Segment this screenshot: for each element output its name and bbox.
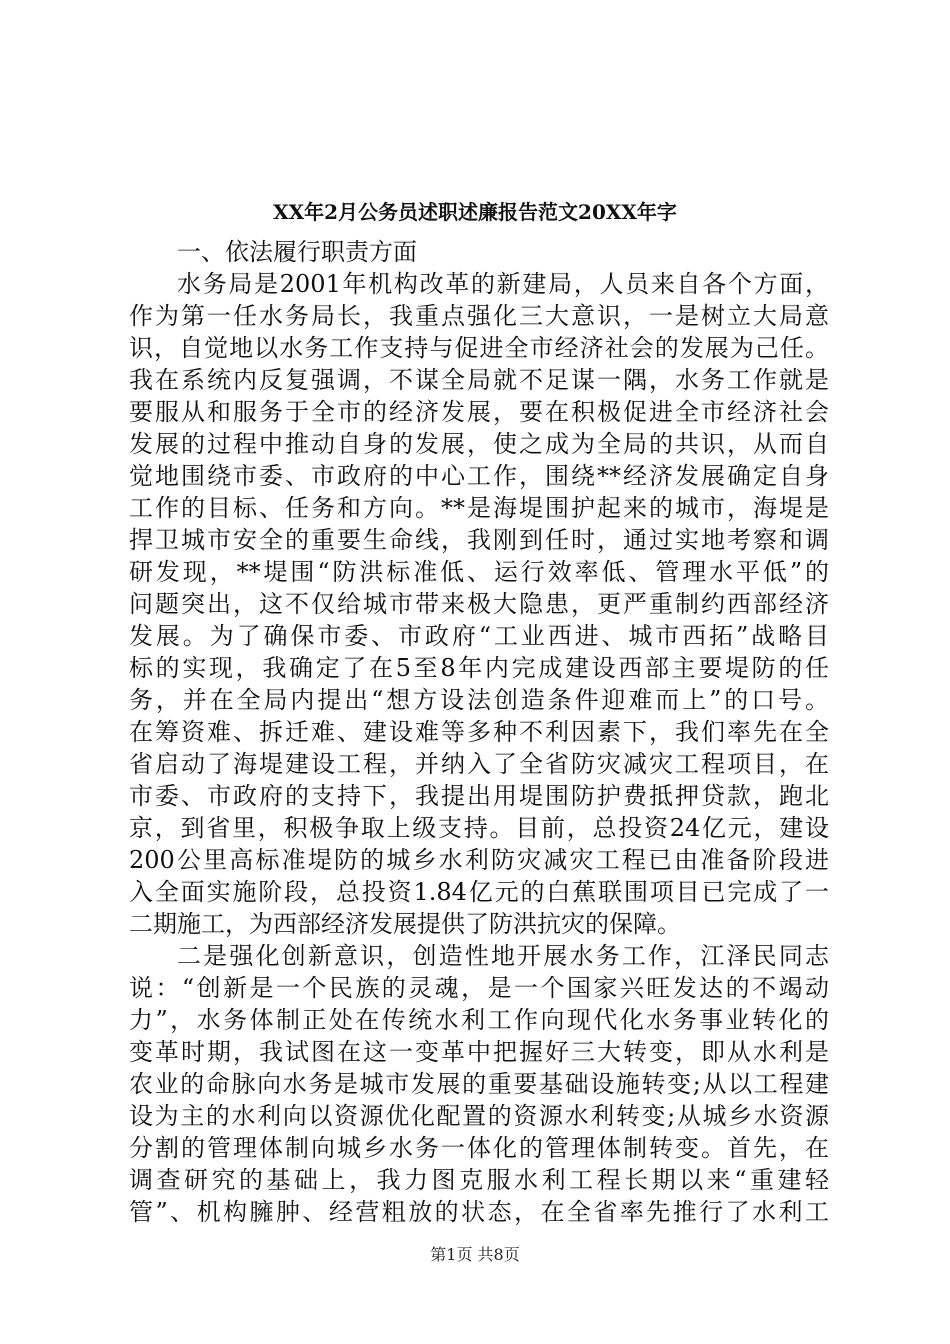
paragraph-line: 一、依法履行职责方面 (177, 238, 417, 266)
paragraph-line: 二期施工，为西部经济发展提供了防洪抗灾的保障。 (129, 910, 681, 938)
paragraph-line: 发展的过程中推动自身的发展，使之成为全局的共识，从而自 (129, 430, 829, 458)
paragraph-line: 200公里高标准堤防的城乡水利防灾减灾工程已由准备阶段进 (129, 846, 829, 874)
paragraph-line: 变革时期，我试图在这一变革中把握好三大转变，即从水利是 (129, 1038, 829, 1066)
paragraph-line: 设为主的水利向以资源优化配置的资源水利转变;从城乡水资源 (129, 1102, 829, 1130)
paragraph-line: 调查研究的基础上，我力图克服水利工程长期以来“重建轻 (129, 1166, 829, 1194)
paragraph-line: 识，自觉地以水务工作支持与促进全市经济社会的发展为己任。 (129, 334, 829, 362)
paragraph-line: 京，到省里，积极争取上级支持。目前，总投资24亿元，建设 (129, 814, 829, 842)
paragraph-line: 我在系统内反复强调，不谋全局就不足谋一隅，水务工作就是 (129, 366, 829, 394)
paragraph-line: 工作的目标、任务和方向。**是海堤围护起来的城市，海堤是 (129, 494, 829, 522)
paragraph-line: 分割的管理体制向城乡水务一体化的管理体制转变。首先，在 (129, 1134, 829, 1162)
paragraph-line: 务，并在全局内提出“想方设法创造条件迎难而上”的口号。 (129, 686, 829, 714)
paragraph-line: 标的实现，我确定了在5至8年内完成建设西部主要堤防的任 (129, 654, 829, 682)
paragraph-line: 入全面实施阶段，总投资1.84亿元的白蕉联围项目已完成了一 (129, 878, 829, 906)
paragraph-line: 要服从和服务于全市的经济发展，要在积极促进全市经济社会 (129, 398, 829, 426)
paragraph-line: 研发现，**堤围“防洪标准低、运行效率低、管理水平低”的 (129, 558, 829, 586)
paragraph-line: 说：“创新是一个民族的灵魂，是一个国家兴旺发达的不竭动 (129, 974, 829, 1002)
paragraph-line: 管”、机构臃肿、经营粗放的状态，在全省率先推行了水利工 (129, 1198, 829, 1226)
paragraph-line: 作为第一任水务局长，我重点强化三大意识，一是树立大局意 (129, 302, 829, 330)
paragraph-line: 问题突出，这不仅给城市带来极大隐患，更严重制约西部经济 (129, 590, 829, 618)
paragraph-line: 发展。为了确保市委、市政府“工业西进、城市西拓”战略目 (129, 622, 829, 650)
paragraph-line: 市委、市政府的支持下，我提出用堤围防护费抵押贷款，跑北 (129, 782, 829, 810)
paragraph-line: 农业的命脉向水务是城市发展的重要基础设施转变;从以工程建 (129, 1070, 829, 1098)
paragraph-line: 水务局是2001年机构改革的新建局，人员来自各个方面， (177, 270, 829, 298)
paragraph-line: 在筹资难、拆迁难、建设难等多种不利因素下，我们率先在全 (129, 718, 829, 746)
document-body (129, 236, 829, 1228)
paragraph-line: 觉地围绕市委、市政府的中心工作，围绕**经济发展确定自身 (129, 462, 829, 490)
page-footer: 第1页 共8页 (430, 1245, 520, 1264)
paragraph-line: 力”，水务体制正处在传统水利工作向现代化水务事业转化的 (129, 1006, 829, 1034)
paragraph-line: 二是强化创新意识，创造性地开展水务工作，江泽民同志 (177, 942, 829, 970)
document-title: XX年2月公务员述职述廉报告范文20XX年字 (273, 200, 677, 224)
paragraph-line: 捍卫城市安全的重要生命线，我刚到任时，通过实地考察和调 (129, 526, 829, 554)
paragraph-line: 省启动了海堤建设工程，并纳入了全省防灾减灾工程项目，在 (129, 750, 829, 778)
